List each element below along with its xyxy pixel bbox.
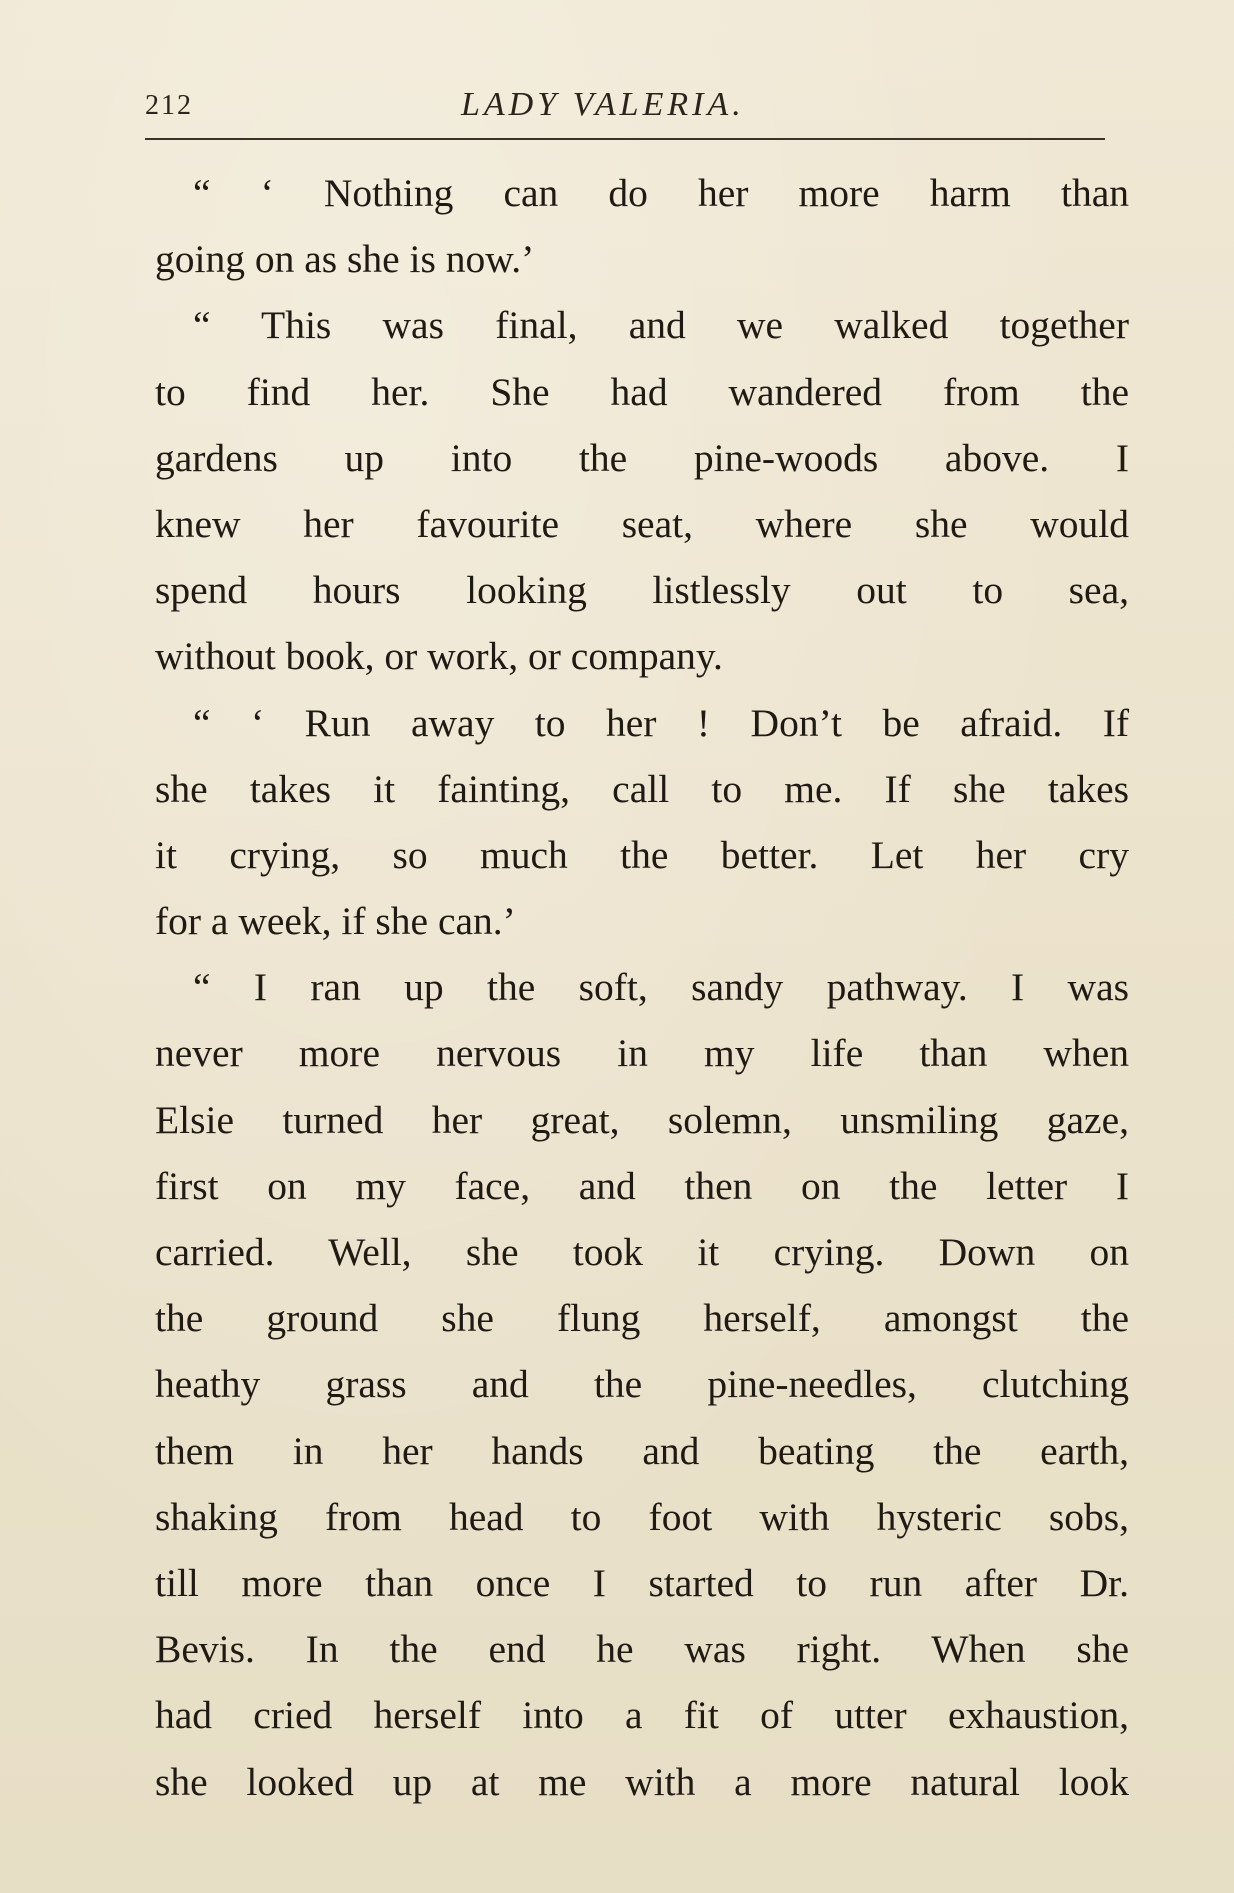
text-line: gardens up into the pine-woods above. I [155,435,1129,480]
page-header [145,82,1105,134]
text-line: the ground she flung herself, amongst the [155,1296,1129,1341]
text-line: Elsie turned her great, solemn, unsmiling gaze, [155,1097,1129,1142]
text-line: them in her hands and beating the earth, [155,1428,1129,1473]
text-line: for a week, if she can.’ [155,899,516,944]
page-number: 212 [145,90,193,121]
text-line: “ ‘ Run away to her ! Don’t be afraid. If [193,700,1129,745]
header-rule [145,138,1105,140]
text-line: she looked up at me with a more natural look [155,1759,1129,1804]
text-line: going on as she is now.’ [155,237,535,282]
text-line: it crying, so much the better. Let her cry [155,832,1129,877]
running-title: LADY VALERIA. [461,86,745,123]
text-line: knew her favourite seat, where she would [155,501,1129,546]
text-line: had cried herself into a fit of utter exhaustion, [155,1693,1129,1738]
text-line: first on my face, and then on the letter I [155,1163,1129,1208]
text-line: shaking from head to foot with hysteric sobs, [155,1494,1129,1539]
text-line: heathy grass and the pine-needles, clutching [155,1362,1129,1407]
text-line: to find her. She had wandered from the [155,369,1129,414]
text-line: “ This was final, and we walked together [193,303,1129,348]
text-line: “ ‘ Nothing can do her more harm than [193,171,1129,215]
text-line: never more nervous in my life than when [155,1031,1129,1076]
text-line: she takes it fainting, call to me. If she takes [155,766,1129,811]
text-line: carried. Well, she took it crying. Down on [155,1230,1129,1274]
text-line: till more than once I started to run after Dr. [155,1560,1129,1605]
body-text [155,160,1129,1815]
text-line: “ I ran up the soft, sandy pathway. I was [193,965,1129,1010]
text-line: without book, or work, or company. [155,634,723,679]
text-line: Bevis. In the end he was right. When she [155,1627,1129,1672]
text-line: spend hours looking listlessly out to sea, [155,568,1129,613]
